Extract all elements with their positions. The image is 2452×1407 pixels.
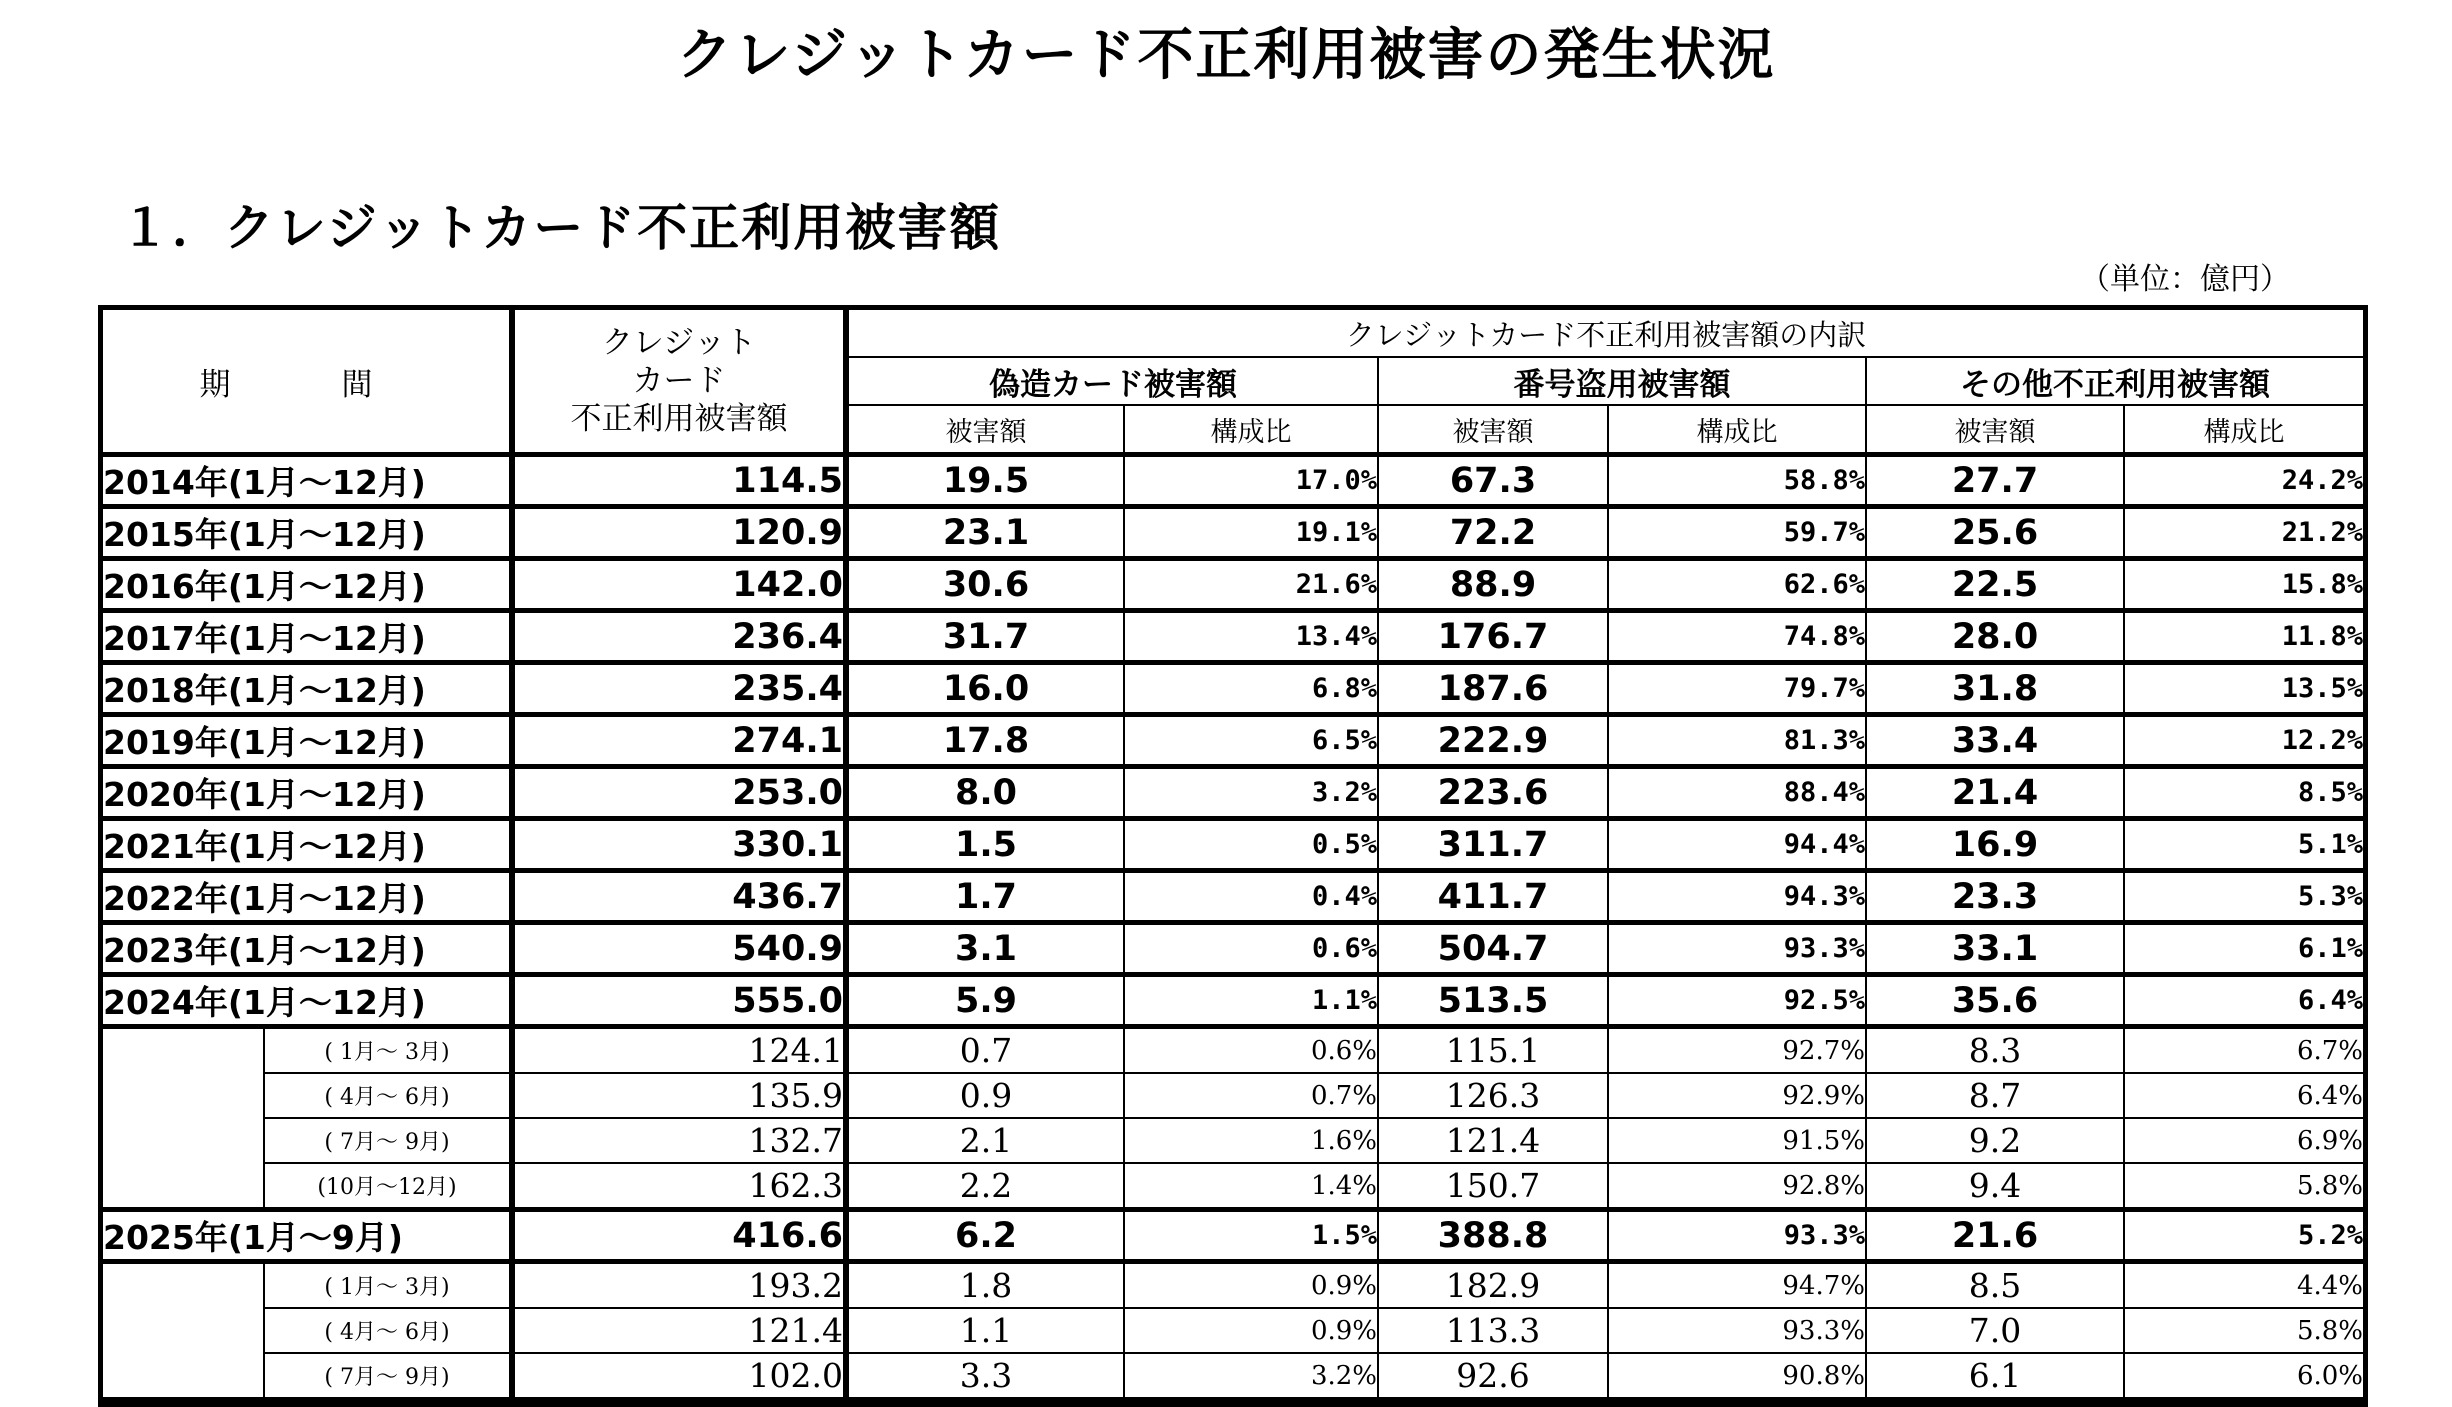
- quarter-period-cell: ( 7月～ 9月): [265, 1119, 515, 1164]
- total-cell: 416.6: [515, 1212, 849, 1264]
- counterfeit-amount-cell: 19.5: [849, 457, 1125, 509]
- total-cell: 124.1: [515, 1029, 849, 1074]
- counterfeit-ratio-cell: 0.7%: [1125, 1074, 1379, 1119]
- other-ratio-cell: 12.2%: [2125, 717, 2363, 769]
- other-amount-cell: 28.0: [1867, 613, 2125, 665]
- counterfeit-ratio-cell: 17.0%: [1125, 457, 1379, 509]
- period-cell: 2015年(1月～12月): [103, 509, 515, 561]
- number-theft-amount-cell: 222.9: [1379, 717, 1609, 769]
- number-theft-amount-cell: 223.6: [1379, 769, 1609, 821]
- counterfeit-ratio-cell: 6.5%: [1125, 717, 1379, 769]
- total-cell: 436.7: [515, 873, 849, 925]
- number-theft-ratio-cell: 62.6%: [1609, 561, 1867, 613]
- other-amount-cell: 23.3: [1867, 873, 2125, 925]
- counterfeit-ratio-cell: 0.9%: [1125, 1264, 1379, 1309]
- counterfeit-ratio-cell: 19.1%: [1125, 509, 1379, 561]
- quarter-period-cell: ( 1月～ 3月): [265, 1264, 515, 1309]
- header-sub-amount: 被害額: [1379, 406, 1609, 457]
- header-counterfeit: 偽造カード被害額: [849, 358, 1379, 406]
- other-amount-cell: 9.4: [1867, 1164, 2125, 1212]
- number-theft-ratio-cell: 93.3%: [1609, 925, 1867, 977]
- header-sub-ratio: 構成比: [1125, 406, 1379, 457]
- section-title: １．クレジットカード不正利用被害額: [120, 199, 1002, 257]
- quarter-period-cell: ( 4月～ 6月): [265, 1309, 515, 1354]
- table-row: [103, 925, 2363, 977]
- counterfeit-amount-cell: 23.1: [849, 509, 1125, 561]
- total-cell: 330.1: [515, 821, 849, 873]
- counterfeit-amount-cell: 3.3: [849, 1354, 1125, 1402]
- counterfeit-ratio-cell: 3.2%: [1125, 1354, 1379, 1402]
- other-amount-cell: 8.7: [1867, 1074, 2125, 1119]
- counterfeit-amount-cell: 2.2: [849, 1164, 1125, 1212]
- period-indent-cell: [103, 1164, 265, 1212]
- counterfeit-amount-cell: 8.0: [849, 769, 1125, 821]
- header-total-line1: クレジット: [601, 325, 757, 361]
- other-amount-cell: 35.6: [1867, 977, 2125, 1029]
- counterfeit-amount-cell: 1.8: [849, 1264, 1125, 1309]
- counterfeit-ratio-cell: 0.4%: [1125, 873, 1379, 925]
- number-theft-amount-cell: 150.7: [1379, 1164, 1609, 1212]
- number-theft-amount-cell: 72.2: [1379, 509, 1609, 561]
- total-cell: 162.3: [515, 1164, 849, 1212]
- other-amount-cell: 9.2: [1867, 1119, 2125, 1164]
- other-amount-cell: 31.8: [1867, 665, 2125, 717]
- counterfeit-ratio-cell: 1.1%: [1125, 977, 1379, 1029]
- total-cell: 274.1: [515, 717, 849, 769]
- header-sub-amount: 被害額: [849, 406, 1125, 457]
- table-row: [103, 509, 2363, 561]
- total-cell: 193.2: [515, 1264, 849, 1309]
- header-sub-ratio: 構成比: [2125, 406, 2363, 457]
- other-ratio-cell: 5.8%: [2125, 1164, 2363, 1212]
- table-row: [103, 1354, 2363, 1402]
- number-theft-amount-cell: 126.3: [1379, 1074, 1609, 1119]
- counterfeit-amount-cell: 0.7: [849, 1029, 1125, 1074]
- counterfeit-ratio-cell: 13.4%: [1125, 613, 1379, 665]
- number-theft-amount-cell: 513.5: [1379, 977, 1609, 1029]
- period-cell: 2023年(1月～12月): [103, 925, 515, 977]
- other-amount-cell: 8.5: [1867, 1264, 2125, 1309]
- other-ratio-cell: 15.8%: [2125, 561, 2363, 613]
- period-cell: 2022年(1月～12月): [103, 873, 515, 925]
- other-ratio-cell: 13.5%: [2125, 665, 2363, 717]
- counterfeit-amount-cell: 1.7: [849, 873, 1125, 925]
- number-theft-ratio-cell: 93.3%: [1609, 1212, 1867, 1264]
- number-theft-amount-cell: 411.7: [1379, 873, 1609, 925]
- header-other: その他不正利用被害額: [1867, 358, 2363, 406]
- header-total: [515, 310, 849, 457]
- period-cell: 2021年(1月～12月): [103, 821, 515, 873]
- fraud-damage-table: [98, 305, 2368, 1407]
- number-theft-ratio-cell: 94.7%: [1609, 1264, 1867, 1309]
- table-row: [103, 561, 2363, 613]
- table-row: [103, 769, 2363, 821]
- other-amount-cell: 33.4: [1867, 717, 2125, 769]
- number-theft-ratio-cell: 59.7%: [1609, 509, 1867, 561]
- total-cell: 142.0: [515, 561, 849, 613]
- other-ratio-cell: 21.2%: [2125, 509, 2363, 561]
- other-amount-cell: 21.6: [1867, 1212, 2125, 1264]
- number-theft-amount-cell: 187.6: [1379, 665, 1609, 717]
- counterfeit-ratio-cell: 0.5%: [1125, 821, 1379, 873]
- counterfeit-ratio-cell: 0.6%: [1125, 1029, 1379, 1074]
- total-cell: 102.0: [515, 1354, 849, 1402]
- period-cell: 2018年(1月～12月): [103, 665, 515, 717]
- counterfeit-amount-cell: 31.7: [849, 613, 1125, 665]
- counterfeit-ratio-cell: 3.2%: [1125, 769, 1379, 821]
- table-row: [103, 1074, 2363, 1119]
- counterfeit-ratio-cell: 1.6%: [1125, 1119, 1379, 1164]
- header-total-line2: カード: [632, 363, 726, 399]
- number-theft-ratio-cell: 92.8%: [1609, 1164, 1867, 1212]
- table-row: [103, 457, 2363, 509]
- number-theft-amount-cell: 115.1: [1379, 1029, 1609, 1074]
- number-theft-amount-cell: 182.9: [1379, 1264, 1609, 1309]
- other-ratio-cell: 5.3%: [2125, 873, 2363, 925]
- data-table: [103, 310, 2363, 1402]
- number-theft-amount-cell: 311.7: [1379, 821, 1609, 873]
- other-ratio-cell: 24.2%: [2125, 457, 2363, 509]
- period-indent-cell: [103, 1119, 265, 1164]
- other-ratio-cell: 4.4%: [2125, 1264, 2363, 1309]
- other-amount-cell: 27.7: [1867, 457, 2125, 509]
- table-row: [103, 1309, 2363, 1354]
- number-theft-amount-cell: 504.7: [1379, 925, 1609, 977]
- number-theft-ratio-cell: 93.3%: [1609, 1309, 1867, 1354]
- header-period: 期 間: [103, 310, 515, 457]
- number-theft-ratio-cell: 58.8%: [1609, 457, 1867, 509]
- total-cell: 120.9: [515, 509, 849, 561]
- other-ratio-cell: 6.4%: [2125, 1074, 2363, 1119]
- other-ratio-cell: 5.1%: [2125, 821, 2363, 873]
- header-total-line3: 不正利用被害額: [570, 401, 788, 437]
- quarter-period-cell: ( 7月～ 9月): [265, 1354, 515, 1402]
- other-amount-cell: 6.1: [1867, 1354, 2125, 1402]
- counterfeit-amount-cell: 0.9: [849, 1074, 1125, 1119]
- table-row: [103, 1119, 2363, 1164]
- other-amount-cell: 8.3: [1867, 1029, 2125, 1074]
- period-indent-cell: [103, 1029, 265, 1074]
- counterfeit-amount-cell: 1.1: [849, 1309, 1125, 1354]
- counterfeit-amount-cell: 5.9: [849, 977, 1125, 1029]
- total-cell: 235.4: [515, 665, 849, 717]
- number-theft-amount-cell: 113.3: [1379, 1309, 1609, 1354]
- table-row: [103, 1164, 2363, 1212]
- other-amount-cell: 16.9: [1867, 821, 2125, 873]
- table-row: [103, 613, 2363, 665]
- header-sub-amount: 被害額: [1867, 406, 2125, 457]
- period-cell: 2025年(1月～9月): [103, 1212, 515, 1264]
- total-cell: 540.9: [515, 925, 849, 977]
- other-ratio-cell: 6.7%: [2125, 1029, 2363, 1074]
- number-theft-ratio-cell: 94.3%: [1609, 873, 1867, 925]
- period-cell: 2024年(1月～12月): [103, 977, 515, 1029]
- counterfeit-amount-cell: 17.8: [849, 717, 1125, 769]
- table-row: [103, 821, 2363, 873]
- table-row: [103, 1029, 2363, 1074]
- table-row: [103, 873, 2363, 925]
- quarter-period-cell: ( 1月～ 3月): [265, 1029, 515, 1074]
- number-theft-ratio-cell: 92.9%: [1609, 1074, 1867, 1119]
- unit-note: （単位：億円）: [2080, 262, 2290, 297]
- number-theft-ratio-cell: 91.5%: [1609, 1119, 1867, 1164]
- page-title: クレジットカード不正利用被害の発生状況: [676, 23, 1776, 88]
- table-body: [103, 457, 2363, 1402]
- table-row: [103, 665, 2363, 717]
- period-cell: 2019年(1月～12月): [103, 717, 515, 769]
- period-indent-cell: [103, 1309, 265, 1354]
- other-amount-cell: 33.1: [1867, 925, 2125, 977]
- other-ratio-cell: 8.5%: [2125, 769, 2363, 821]
- header-sub-ratio: 構成比: [1609, 406, 1867, 457]
- other-ratio-cell: 5.2%: [2125, 1212, 2363, 1264]
- table-row: [103, 1264, 2363, 1309]
- header-breakdown: クレジットカード不正利用被害額の内訳: [849, 310, 2363, 358]
- period-cell: 2016年(1月～12月): [103, 561, 515, 613]
- counterfeit-amount-cell: 3.1: [849, 925, 1125, 977]
- other-ratio-cell: 6.0%: [2125, 1354, 2363, 1402]
- header-number-theft: 番号盗用被害額: [1379, 358, 1867, 406]
- other-amount-cell: 25.6: [1867, 509, 2125, 561]
- total-cell: 114.5: [515, 457, 849, 509]
- total-cell: 236.4: [515, 613, 849, 665]
- number-theft-amount-cell: 88.9: [1379, 561, 1609, 613]
- number-theft-amount-cell: 92.6: [1379, 1354, 1609, 1402]
- table-row: [103, 717, 2363, 769]
- counterfeit-ratio-cell: 1.5%: [1125, 1212, 1379, 1264]
- counterfeit-ratio-cell: 6.8%: [1125, 665, 1379, 717]
- counterfeit-amount-cell: 16.0: [849, 665, 1125, 717]
- counterfeit-ratio-cell: 21.6%: [1125, 561, 1379, 613]
- counterfeit-ratio-cell: 0.6%: [1125, 925, 1379, 977]
- period-cell: 2017年(1月～12月): [103, 613, 515, 665]
- period-cell: 2014年(1月～12月): [103, 457, 515, 509]
- counterfeit-ratio-cell: 0.9%: [1125, 1309, 1379, 1354]
- total-cell: 555.0: [515, 977, 849, 1029]
- number-theft-amount-cell: 121.4: [1379, 1119, 1609, 1164]
- other-ratio-cell: 6.9%: [2125, 1119, 2363, 1164]
- other-ratio-cell: 6.4%: [2125, 977, 2363, 1029]
- other-ratio-cell: 11.8%: [2125, 613, 2363, 665]
- number-theft-amount-cell: 388.8: [1379, 1212, 1609, 1264]
- number-theft-ratio-cell: 90.8%: [1609, 1354, 1867, 1402]
- other-ratio-cell: 6.1%: [2125, 925, 2363, 977]
- number-theft-ratio-cell: 92.5%: [1609, 977, 1867, 1029]
- table-row: [103, 977, 2363, 1029]
- number-theft-ratio-cell: 94.4%: [1609, 821, 1867, 873]
- total-cell: 253.0: [515, 769, 849, 821]
- table-row: [103, 1212, 2363, 1264]
- quarter-period-cell: ( 4月～ 6月): [265, 1074, 515, 1119]
- counterfeit-amount-cell: 6.2: [849, 1212, 1125, 1264]
- counterfeit-ratio-cell: 1.4%: [1125, 1164, 1379, 1212]
- other-amount-cell: 7.0: [1867, 1309, 2125, 1354]
- period-indent-cell: [103, 1264, 265, 1309]
- period-indent-cell: [103, 1074, 265, 1119]
- number-theft-amount-cell: 176.7: [1379, 613, 1609, 665]
- number-theft-ratio-cell: 92.7%: [1609, 1029, 1867, 1074]
- number-theft-ratio-cell: 79.7%: [1609, 665, 1867, 717]
- total-cell: 132.7: [515, 1119, 849, 1164]
- period-indent-cell: [103, 1354, 265, 1402]
- counterfeit-amount-cell: 2.1: [849, 1119, 1125, 1164]
- other-amount-cell: 22.5: [1867, 561, 2125, 613]
- total-cell: 135.9: [515, 1074, 849, 1119]
- counterfeit-amount-cell: 30.6: [849, 561, 1125, 613]
- number-theft-amount-cell: 67.3: [1379, 457, 1609, 509]
- number-theft-ratio-cell: 81.3%: [1609, 717, 1867, 769]
- quarter-period-cell: (10月～12月): [265, 1164, 515, 1212]
- total-cell: 121.4: [515, 1309, 849, 1354]
- number-theft-ratio-cell: 88.4%: [1609, 769, 1867, 821]
- other-amount-cell: 21.4: [1867, 769, 2125, 821]
- period-cell: 2020年(1月～12月): [103, 769, 515, 821]
- number-theft-ratio-cell: 74.8%: [1609, 613, 1867, 665]
- counterfeit-amount-cell: 1.5: [849, 821, 1125, 873]
- other-ratio-cell: 5.8%: [2125, 1309, 2363, 1354]
